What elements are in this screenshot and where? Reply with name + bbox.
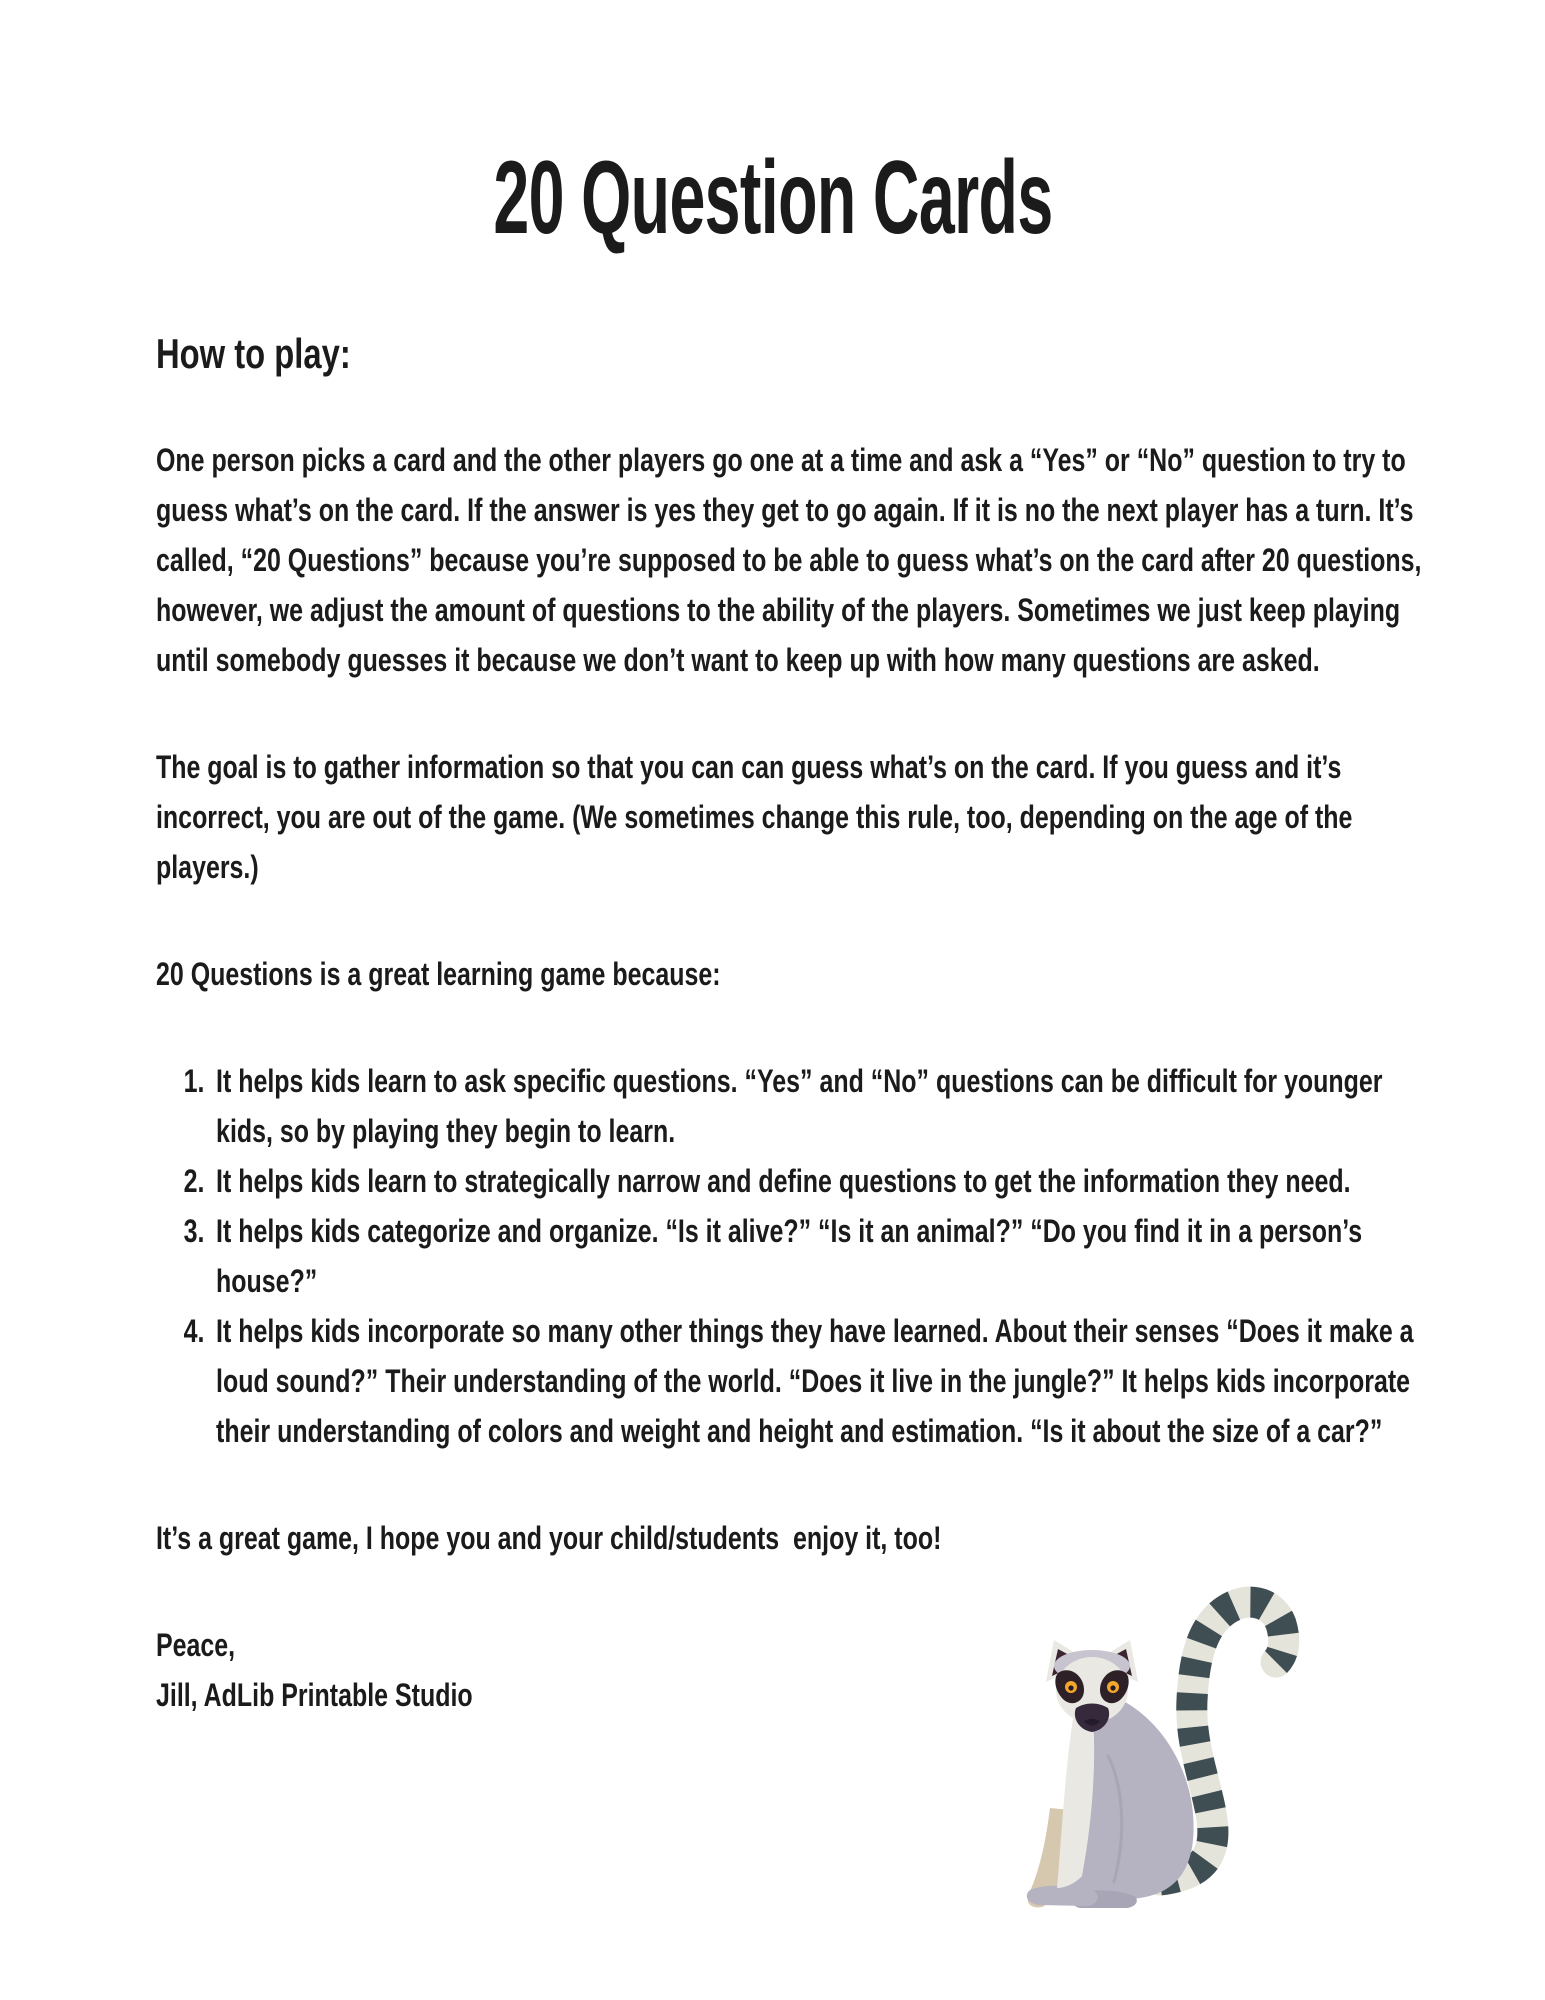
closing-line: It’s a great game, I hope you and your child/students enjoy it, too! (156, 1520, 942, 1556)
lemur-illustration (1010, 1560, 1310, 1932)
signoff-author: Jill, AdLib Printable Studio (156, 1677, 473, 1713)
list-item-2-text: It helps kids learn to strategically narrow and define questions to get the information they need. (216, 1163, 1351, 1199)
list-item-2 (211, 1156, 1424, 1206)
page-title-text: 20 Question Cards (492, 140, 1053, 256)
list-item-3-text: It helps kids categorize and organize. “Is it alive?” “Is it an animal?” “Do you find it in a person’s house?” (216, 1213, 1363, 1299)
paragraph-goal: The goal is to gather information so that you can can guess what’s on the card. If you guess and it’s incorrect, you are out of the game. (We sometimes change this rule, too, depending on the age of the players.) (156, 749, 1353, 885)
benefits-list (156, 1056, 1424, 1456)
list-item-1 (211, 1056, 1424, 1156)
list-item-1-text: It helps kids learn to ask specific questions. “Yes” and “No” questions can be difficult for younger kids, so by playing they begin to learn. (216, 1063, 1383, 1149)
list-intro: 20 Questions is a great learning game because: (156, 956, 721, 992)
document-body (156, 329, 1424, 1720)
list-item-4-text: It helps kids incorporate so many other things they have learned. About their senses “Does it make a loud sound?” Their understanding of the world. “Does it live in the jungle?” It helps kids incorporate their understanding of colors and weight and height and estimation. “Is it about the size of a car?” (216, 1313, 1414, 1449)
list-item-4 (211, 1306, 1424, 1456)
signoff-peace: Peace, (156, 1627, 236, 1663)
page-title (0, 140, 1545, 256)
paragraph-how-to-play: One person picks a card and the other players go one at a time and ask a “Yes” or “No” question to try to guess what’s on the card. If the answer is yes they get to go again. If it is no the next player has a turn. It’s called, “20 Questions” because you’re supposed to be able to guess what’s on the card after 20 questions, however, we adjust the amount of questions to the ability of the players. Sometimes we just keep playing until somebody guesses it because we don’t want to keep up with how many questions are asked. (156, 442, 1422, 678)
section-heading: How to play: (156, 330, 351, 377)
list-item-3 (211, 1206, 1424, 1306)
